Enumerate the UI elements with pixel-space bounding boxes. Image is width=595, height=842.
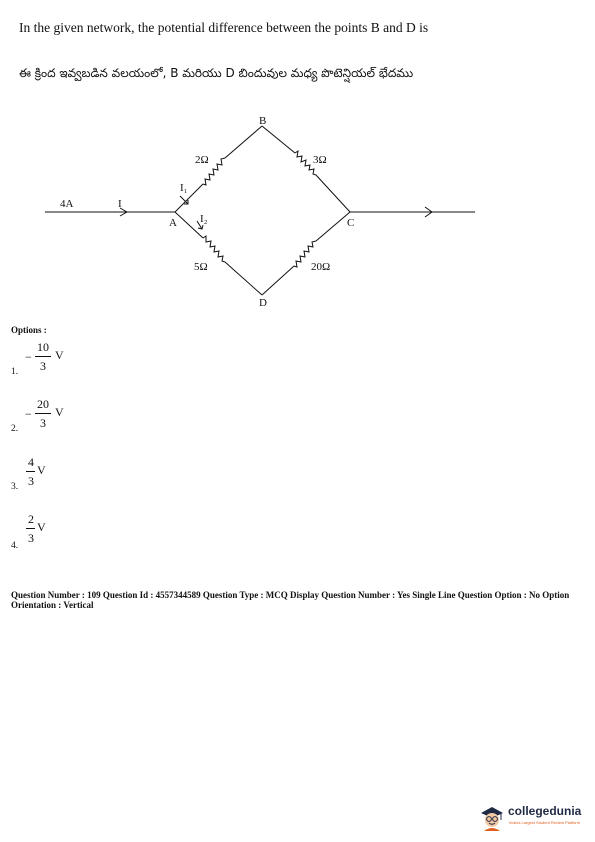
- fraction-denominator: 3: [28, 474, 34, 488]
- mascot-icon: [478, 801, 506, 831]
- unit-label: V: [55, 405, 64, 419]
- label-resistor-ab: 2Ω: [195, 154, 209, 166]
- option-value: [25, 340, 85, 380]
- question-metadata: Question Number : 109 Question Id : 4557344589 Question Type : MCQ Display Question Number : Yes Single Line Question Option : No Option Orientation : Vertical: [11, 590, 570, 610]
- fraction-bar: [26, 471, 35, 472]
- fraction-denominator: 3: [40, 359, 46, 373]
- label-resistor-bc: 3Ω: [313, 154, 327, 166]
- label-current-in: 4A: [60, 198, 74, 210]
- wire-a-b-2: [225, 126, 262, 158]
- brand-tagline: India's Largest Student Review Platform: [509, 820, 581, 825]
- options-title: Options :: [11, 325, 47, 335]
- option-value: [25, 512, 85, 552]
- brand-name: collegedunia: [508, 804, 582, 818]
- option-number: 4.: [11, 541, 19, 551]
- fraction-numerator: 10: [37, 340, 49, 354]
- label-resistor-dc: 20Ω: [311, 261, 331, 273]
- question-text-telugu: ఈ క్రింద ఇవ్వబడిన వలయంలో, B మరియు D బిందువుల మధ్య పొటెన్షియల్ భేదము: [19, 66, 414, 80]
- option-1[interactable]: [11, 340, 91, 380]
- fraction-denominator: 3: [40, 416, 46, 430]
- wire-a-d-1: [175, 212, 203, 238]
- fraction-denominator: 3: [28, 531, 34, 545]
- option-value: [25, 455, 85, 495]
- label-node-c: C: [347, 217, 355, 229]
- option-4[interactable]: [11, 512, 91, 552]
- fraction-numerator: 4: [28, 455, 34, 469]
- question-text-english: In the given network, the potential difference between the points B and D is: [19, 20, 429, 35]
- fraction-numerator: 2: [28, 512, 34, 526]
- unit-label: V: [37, 520, 46, 534]
- label-node-a: A: [169, 217, 177, 229]
- fraction-numerator: 20: [37, 397, 49, 411]
- unit-label: V: [37, 463, 46, 477]
- fraction-sign: −: [25, 407, 32, 421]
- label-current-i1: I₁: [180, 182, 188, 194]
- wire-b-c-2: [316, 175, 350, 212]
- circuit-diagram: [0, 100, 595, 315]
- label-node-d: D: [259, 297, 267, 309]
- wire-d-c-1: [262, 266, 294, 295]
- unit-label: V: [55, 348, 64, 362]
- fraction-bar: [35, 413, 51, 414]
- option-number: 2.: [11, 424, 19, 434]
- label-resistor-ad: 5Ω: [194, 261, 208, 273]
- fraction-bar: [35, 356, 51, 357]
- fraction-sign: −: [25, 350, 32, 364]
- option-number: 3.: [11, 482, 19, 492]
- label-node-b: B: [259, 115, 267, 127]
- wire-a-d-2: [225, 262, 262, 295]
- label-current-i: I: [118, 198, 122, 210]
- wire-b-c-1: [262, 126, 295, 153]
- option-number: 1.: [11, 367, 19, 377]
- collegedunia-logo[interactable]: [478, 800, 588, 832]
- fraction-bar: [26, 528, 35, 529]
- label-current-i2: I₂: [200, 213, 208, 225]
- option-3[interactable]: [11, 455, 91, 495]
- option-value: [25, 397, 85, 437]
- wire-d-c-2: [316, 212, 350, 241]
- resistor-a-d: [203, 236, 225, 262]
- option-2[interactable]: [11, 397, 91, 437]
